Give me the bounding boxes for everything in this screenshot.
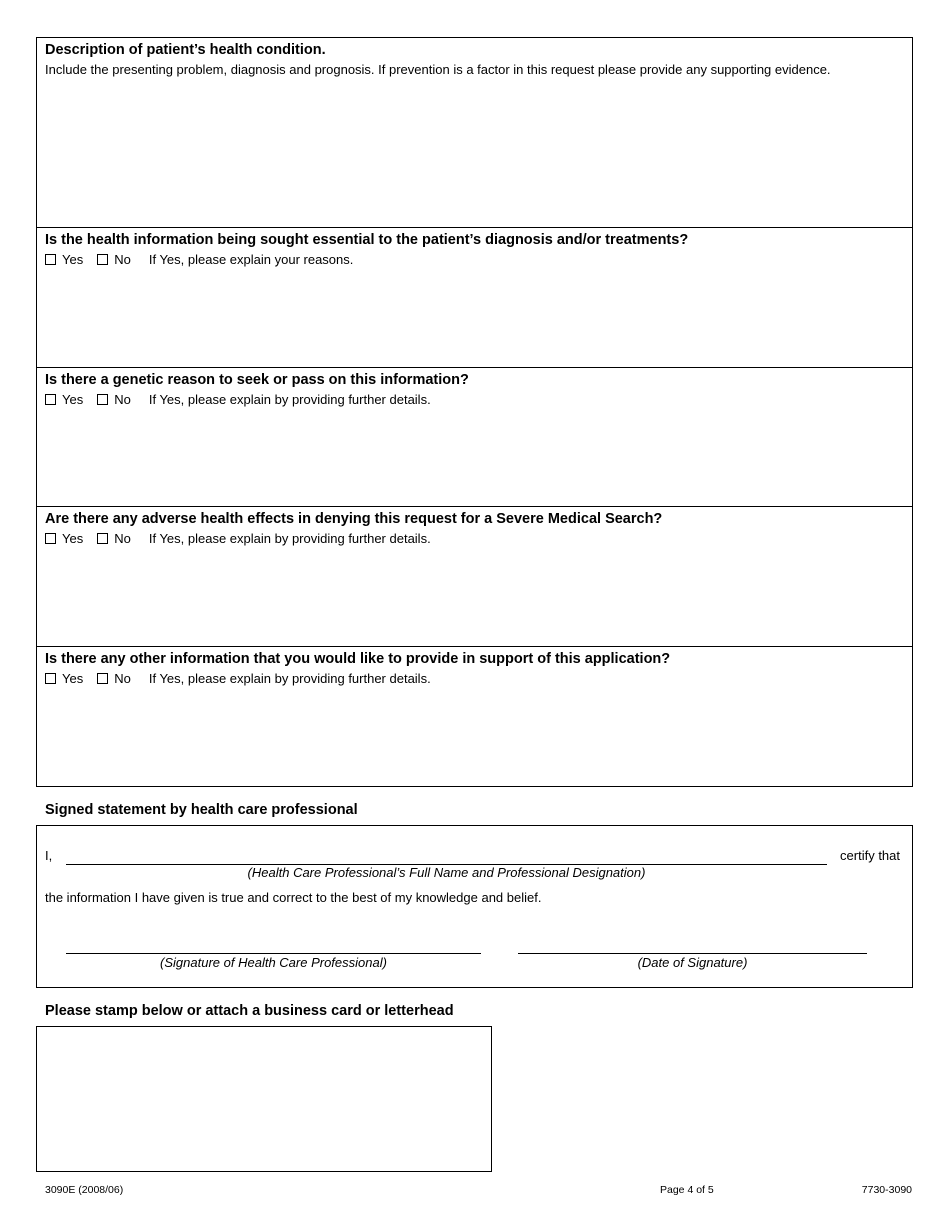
question-genetic-options <box>45 392 431 407</box>
form-number: 3090E (2008/06) <box>45 1184 124 1196</box>
question-essential-options <box>45 252 353 267</box>
question-other-options <box>45 671 431 686</box>
question-genetic-field[interactable] <box>41 414 908 502</box>
question-other-section <box>36 646 913 787</box>
question-adverse-title: Are there any adverse health effects in denying this request for a Severe Medical Search? <box>45 511 663 527</box>
adverse-no-checkbox[interactable] <box>97 533 108 544</box>
question-other-title: Is there any other information that you would like to provide in support of this application? <box>45 651 671 667</box>
question-essential-section <box>36 227 913 368</box>
genetic-no-checkbox[interactable] <box>97 394 108 405</box>
question-essential-note: If Yes, please explain your reasons. <box>148 252 354 267</box>
no-label: No <box>114 671 131 686</box>
question-adverse-field[interactable] <box>41 553 908 642</box>
statement-box <box>36 825 913 988</box>
yes-label: Yes <box>62 671 84 686</box>
signature-caption: (Signature of Health Care Professional) <box>160 955 387 970</box>
full-name-caption: (Health Care Professional’s Full Name and Professional Designation) <box>247 865 646 880</box>
date-caption: (Date of Signature) <box>637 955 748 970</box>
question-other-note: If Yes, please explain by providing further details. <box>148 671 431 686</box>
question-essential-title: Is the health information being sought essential to the patient’s diagnosis and/or treatments? <box>45 232 689 248</box>
statement-heading: Signed statement by health care professional <box>45 802 358 818</box>
question-genetic-section <box>36 367 913 507</box>
other-no-checkbox[interactable] <box>97 673 108 684</box>
stamp-heading: Please stamp below or attach a business card or letterhead <box>45 1003 454 1019</box>
health-condition-instructions: Include the presenting problem, diagnosis and prognosis. If prevention is a factor in this request please provide any supporting evidence. <box>45 62 831 77</box>
question-adverse-options <box>45 531 431 546</box>
no-label: No <box>114 531 131 546</box>
question-adverse-note: If Yes, please explain by providing further details. <box>148 531 431 546</box>
health-condition-section <box>36 37 913 228</box>
yes-label: Yes <box>62 531 84 546</box>
signature-line[interactable] <box>66 953 481 954</box>
stamp-box[interactable] <box>36 1026 492 1172</box>
date-line[interactable] <box>518 953 867 954</box>
statement-body: the information I have given is true and correct to the best of my knowledge and belief. <box>45 890 542 905</box>
adverse-yes-checkbox[interactable] <box>45 533 56 544</box>
yes-label: Yes <box>62 252 84 267</box>
question-adverse-section <box>36 506 913 647</box>
question-genetic-note: If Yes, please explain by providing further details. <box>148 392 431 407</box>
statement-prefix: I, <box>45 848 53 863</box>
no-label: No <box>114 392 131 407</box>
essential-no-checkbox[interactable] <box>97 254 108 265</box>
genetic-yes-checkbox[interactable] <box>45 394 56 405</box>
other-yes-checkbox[interactable] <box>45 673 56 684</box>
form-code: 7730-3090 <box>861 1184 912 1196</box>
question-essential-field[interactable] <box>41 274 908 363</box>
health-condition-field[interactable] <box>41 84 908 223</box>
no-label: No <box>114 252 131 267</box>
essential-yes-checkbox[interactable] <box>45 254 56 265</box>
question-other-field[interactable] <box>41 693 908 782</box>
page-number: Page 4 of 5 <box>660 1184 714 1196</box>
health-condition-title: Description of patient’s health condition. <box>45 42 326 58</box>
statement-suffix: certify that <box>840 848 900 863</box>
yes-label: Yes <box>62 392 84 407</box>
question-genetic-title: Is there a genetic reason to seek or pass on this information? <box>45 372 469 388</box>
